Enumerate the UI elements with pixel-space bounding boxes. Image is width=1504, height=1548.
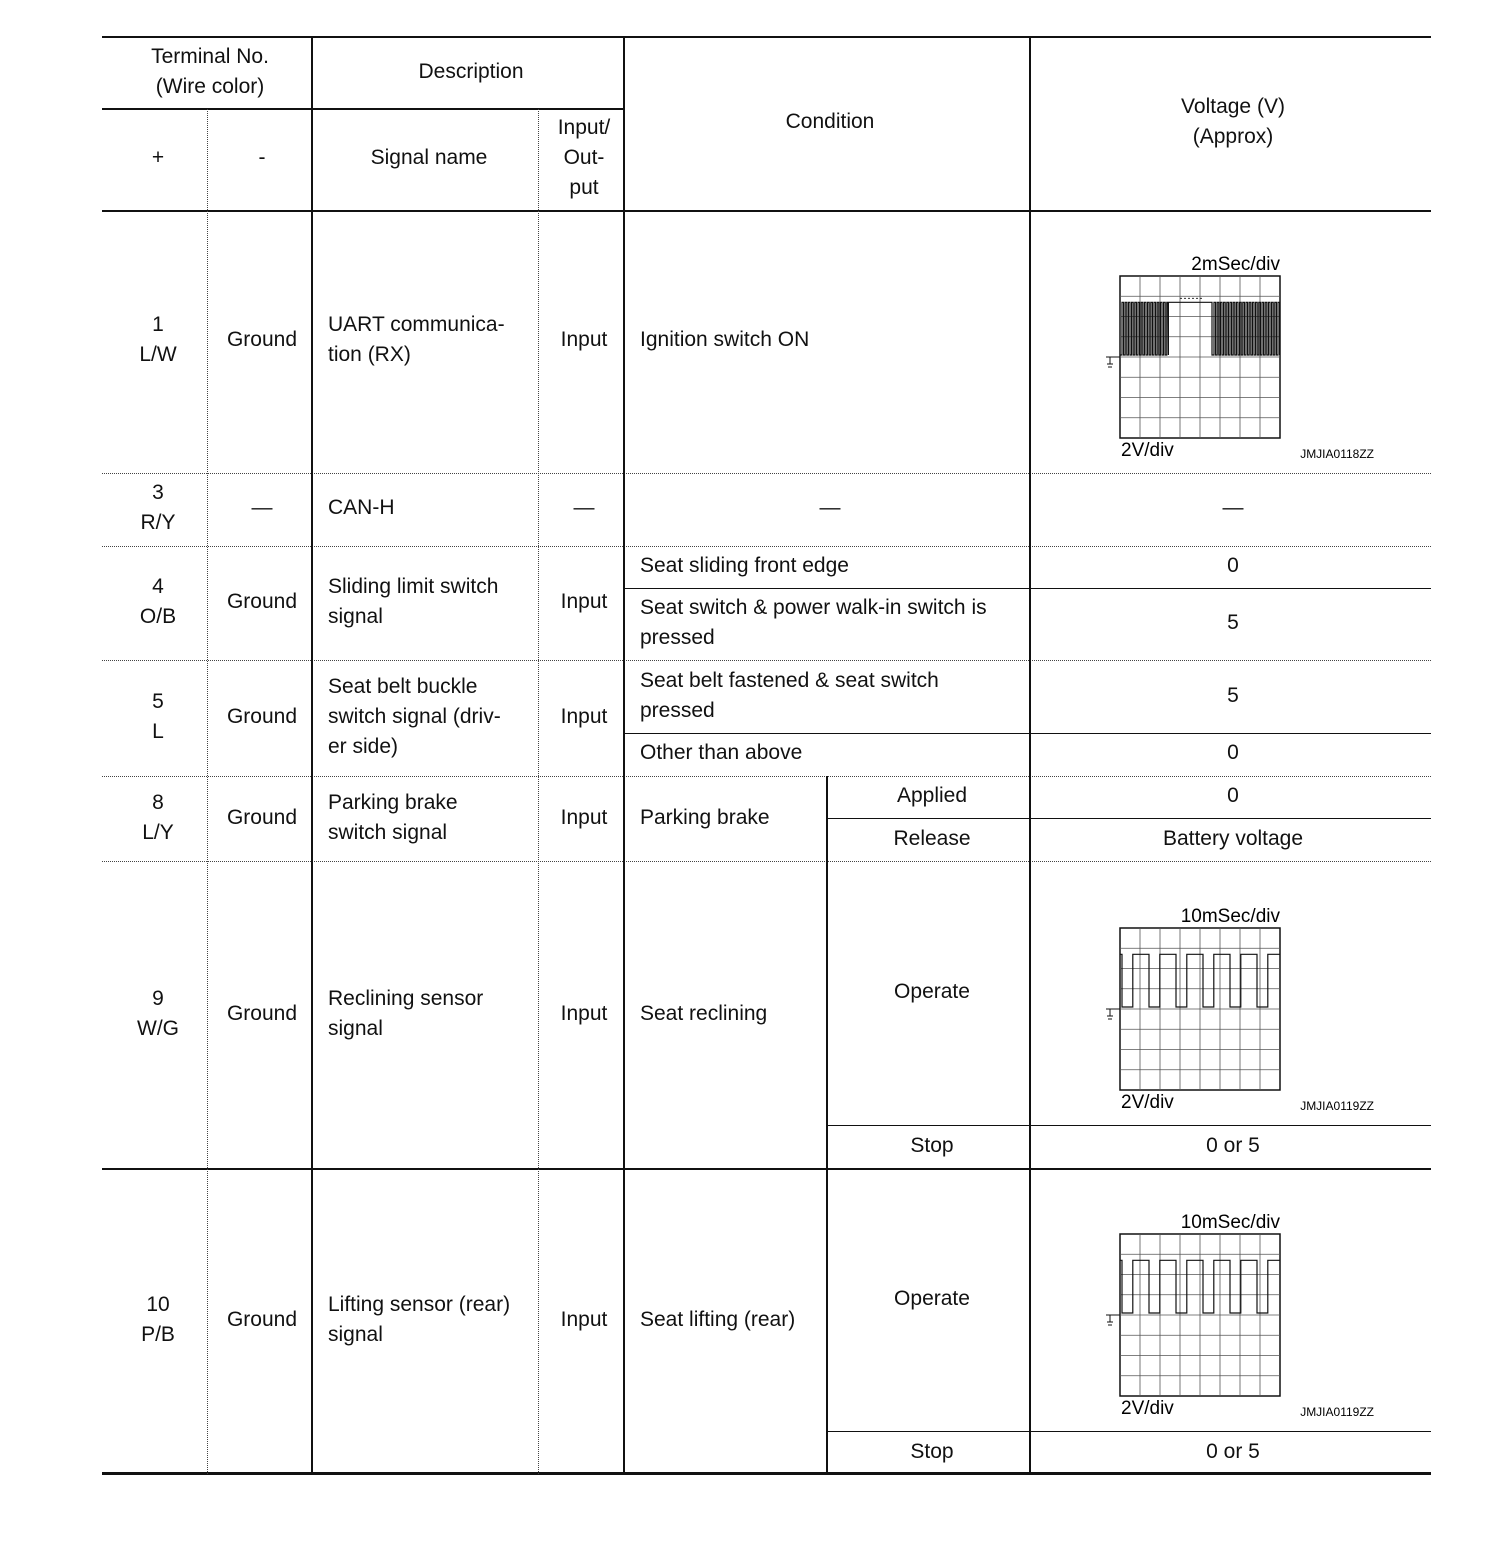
sub-row-divider [624, 588, 1431, 589]
volt-division-label: 2V/div [1121, 440, 1174, 461]
header-signal-name: Signal name [370, 146, 488, 169]
header-voltage: Voltage (V) (Approx) [1181, 95, 1285, 148]
terminal-cell: 3 R/Y [140, 481, 176, 534]
header-minus: - [258, 146, 266, 169]
row-divider [102, 776, 1431, 777]
header-plus: + [151, 146, 165, 169]
volt-division-label: 2V/div [1121, 1092, 1174, 1113]
signal-name-cell: CAN-H [328, 496, 395, 519]
voltage-cell: 0 [1227, 784, 1239, 807]
ground-cell: Ground [226, 1002, 298, 1025]
scope-grid [1120, 1234, 1280, 1396]
condition-cell: Seat lifting (rear) [640, 1308, 796, 1331]
waveform-reclining [1098, 902, 1388, 1117]
voltage-cell: 5 [1227, 611, 1239, 634]
ground-cell: Ground [226, 1308, 298, 1331]
header-divider [102, 108, 624, 110]
io-cell: Input [560, 1002, 608, 1025]
waveform-uart [1098, 250, 1388, 465]
header-condition: Condition [785, 110, 875, 133]
condition-cell: Seat sliding front edge [640, 554, 849, 577]
signal-name-cell: Sliding limit switch signal [328, 575, 499, 628]
scope-grid [1120, 276, 1280, 438]
io-cell: Input [560, 1308, 608, 1331]
signal-name-cell: UART communica- tion (RX) [328, 313, 505, 366]
condition-cell: Other than above [640, 741, 803, 764]
condition-cell: Ignition switch ON [640, 328, 810, 351]
ground-cell: Ground [226, 328, 298, 351]
row-divider [102, 660, 1431, 661]
voltage-cell: — [1222, 496, 1244, 519]
state-cell: Operate [894, 1287, 970, 1310]
voltage-cell: Battery voltage [1162, 827, 1304, 850]
voltage-cell: 0 [1227, 554, 1239, 577]
time-division-label: 10mSec/div [1180, 906, 1280, 927]
sub-row-divider [624, 733, 1431, 734]
state-cell: Stop [910, 1134, 954, 1157]
condition-cell: Seat reclining [640, 1002, 768, 1025]
terminal-cell: 4 O/B [139, 575, 177, 628]
column-divider [207, 109, 208, 1474]
condition-cell: Parking brake [640, 806, 770, 829]
scope-grid [1120, 928, 1280, 1090]
column-divider [826, 776, 828, 1474]
table-bottom-border [102, 1472, 1431, 1475]
column-divider [311, 37, 313, 1474]
voltage-cell: 0 or 5 [1206, 1440, 1260, 1463]
figure-code: JMJIA0119ZZ [1300, 1099, 1374, 1113]
io-cell: Input [560, 590, 608, 613]
io-cell: Input [560, 806, 608, 829]
state-cell: Operate [894, 980, 970, 1003]
signal-name-cell: Lifting sensor (rear) signal [328, 1293, 511, 1346]
header-input-output: Input/ Out- put [557, 116, 611, 199]
sub-row-divider [827, 1125, 1431, 1126]
header-terminal-no: Terminal No. (Wire color) [151, 45, 269, 98]
sub-row-divider [827, 1431, 1431, 1432]
ground-symbol-icon [1106, 357, 1120, 367]
state-cell: Release [893, 827, 971, 850]
terminal-cell: 8 L/Y [142, 791, 174, 844]
terminal-cell: 5 L [152, 690, 164, 743]
terminal-cell: 10 P/B [141, 1293, 175, 1346]
ground-symbol-icon [1106, 1009, 1120, 1019]
state-cell: Applied [896, 784, 968, 807]
sub-row-divider [827, 818, 1431, 819]
waveform-lifting [1098, 1208, 1388, 1423]
column-divider [1029, 37, 1031, 1474]
signal-name-cell: Parking brake switch signal [328, 791, 458, 844]
voltage-cell: 5 [1227, 684, 1239, 707]
header-description: Description [418, 60, 524, 83]
figure-code: JMJIA0119ZZ [1300, 1405, 1374, 1419]
voltage-cell: 0 [1227, 741, 1239, 764]
condition-cell: Seat switch & power walk-in switch is pressed [640, 596, 987, 649]
volt-division-label: 2V/div [1121, 1398, 1174, 1419]
terminal-cell: 9 W/G [137, 987, 179, 1040]
io-cell: Input [560, 328, 608, 351]
ground-cell: — [251, 496, 273, 519]
row-divider [102, 473, 1431, 474]
time-division-label: 2mSec/div [1191, 254, 1280, 275]
ground-cell: Ground [226, 705, 298, 728]
condition-cell: — [819, 496, 841, 519]
figure-code: JMJIA0118ZZ [1300, 447, 1374, 461]
column-divider [623, 37, 625, 1474]
signal-name-cell: Reclining sensor signal [328, 987, 484, 1040]
row-divider [102, 1168, 1431, 1170]
column-divider [538, 109, 539, 1474]
ground-cell: Ground [226, 806, 298, 829]
table-top-border [102, 36, 1431, 38]
io-cell: Input [560, 705, 608, 728]
ground-cell: Ground [226, 590, 298, 613]
ground-symbol-icon [1106, 1315, 1120, 1325]
state-cell: Stop [910, 1440, 954, 1463]
row-divider [102, 546, 1431, 547]
condition-cell: Seat belt fastened & seat switch pressed [640, 669, 939, 722]
io-cell: — [573, 496, 595, 519]
time-division-label: 10mSec/div [1180, 1212, 1280, 1233]
signal-name-cell: Seat belt buckle switch signal (driv- er side) [328, 675, 501, 758]
terminal-cell: 1 L/W [139, 313, 177, 366]
header-bottom-border [102, 210, 1431, 212]
voltage-cell: 0 or 5 [1206, 1134, 1260, 1157]
row-divider [102, 861, 1431, 862]
